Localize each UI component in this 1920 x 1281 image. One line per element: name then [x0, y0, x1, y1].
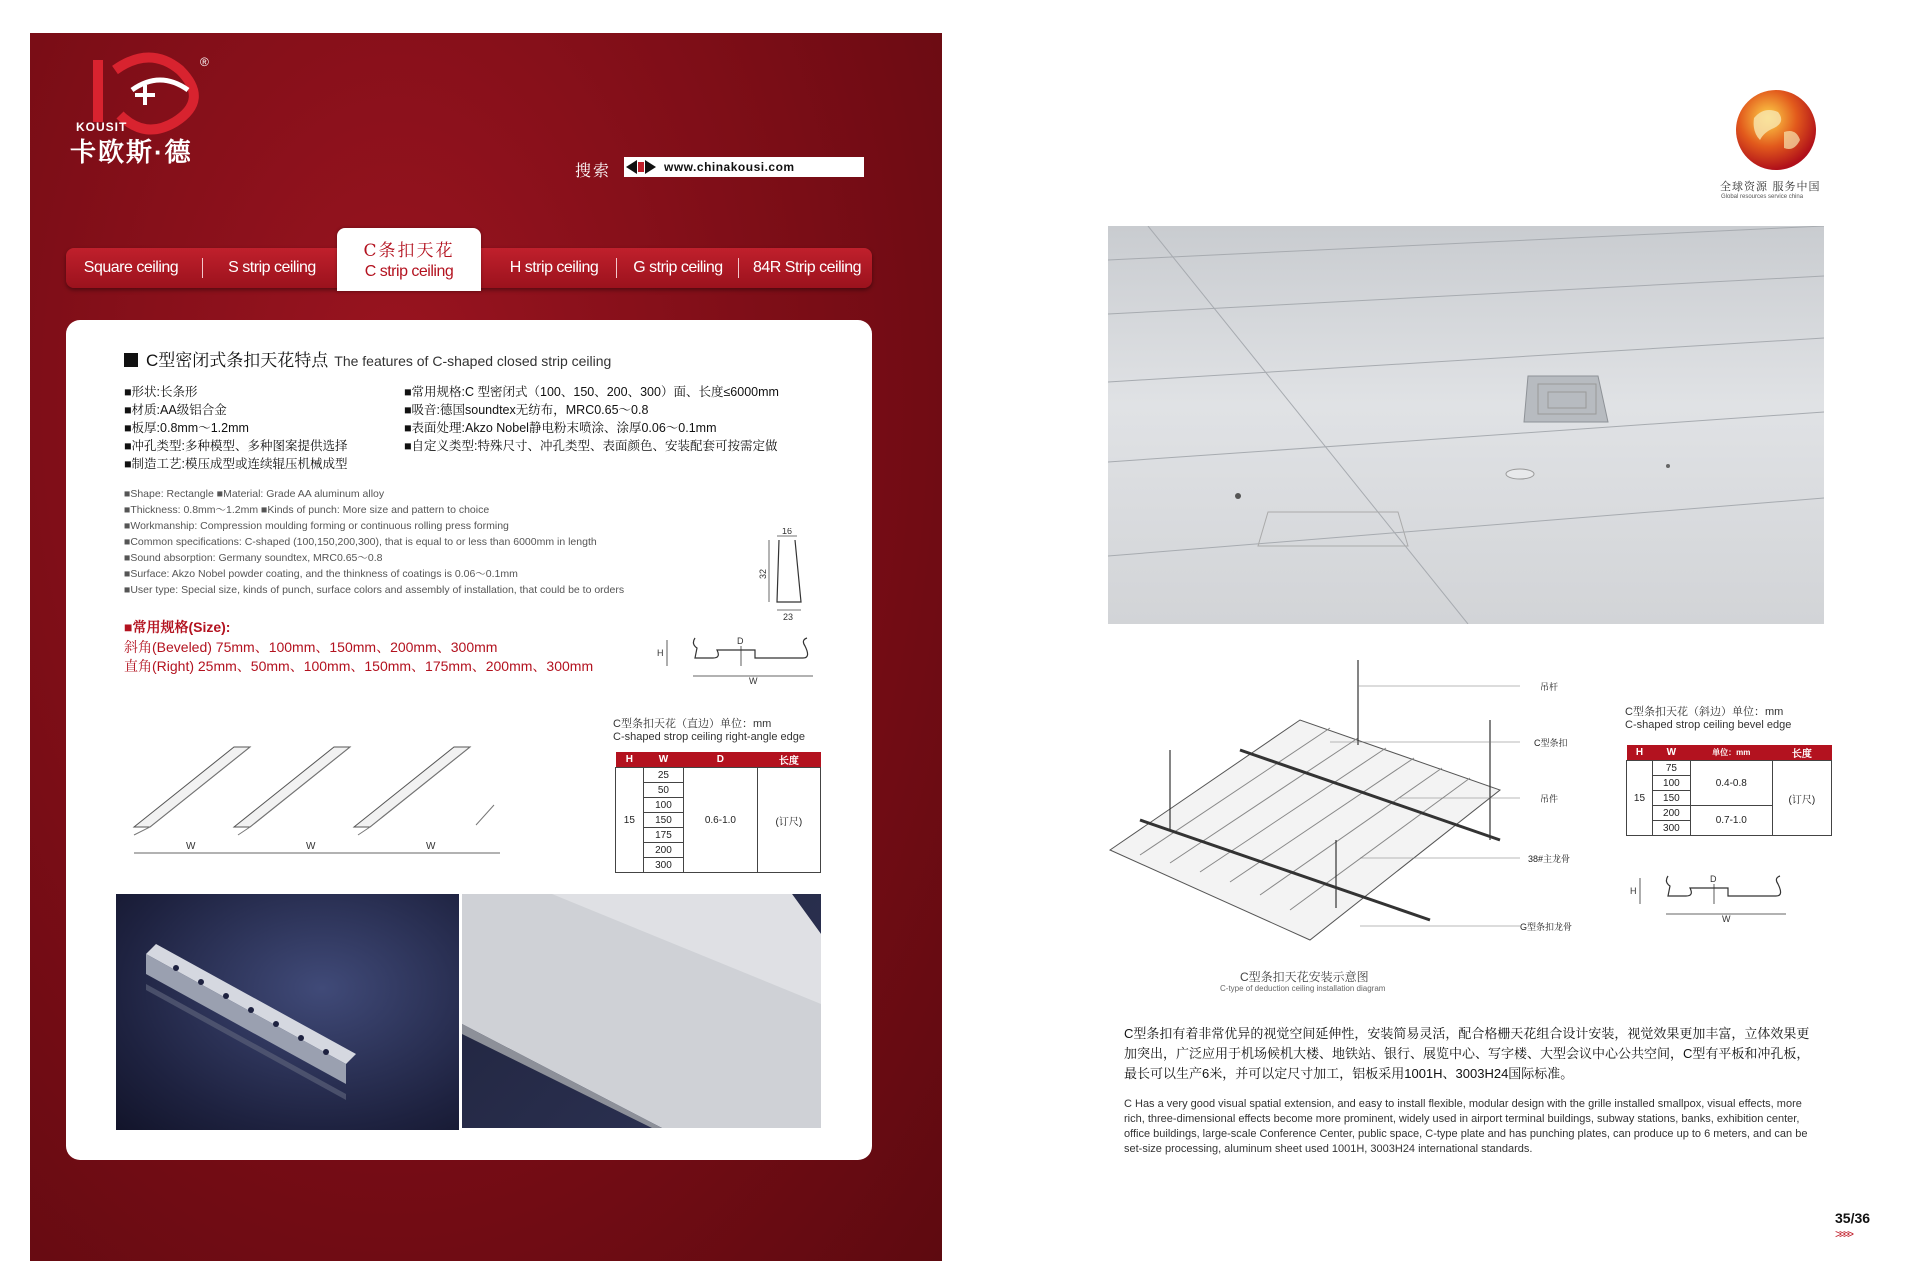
bevel-spec-table [1626, 745, 1832, 836]
page-number: 35/36 [1835, 1210, 1871, 1226]
section-label-h: H [1630, 886, 1637, 896]
strip-w-label: W [426, 841, 436, 852]
profile-dimension-drawing [755, 528, 825, 620]
features-title [124, 346, 611, 371]
tab-divider [738, 258, 739, 278]
installed-ceiling-image [1108, 226, 1824, 624]
bevel-table-caption-en: C-shaped strop ceiling bevel edge [1625, 719, 1792, 731]
arrows-icon [624, 157, 658, 177]
description-cn: C型条扣有着非常优异的视觉空间延伸性，安装简易灵活，配合格栅天花组合设计安装，视觉效果更加丰富，立体效果更加突出，广泛应用于机场候机大楼、地铁站、银行、展览中心、写字楼、大型会议中心公共空间，C型有平板和冲孔板，最长可以生产6米，并可以定尺寸加工，铝板采用1001H、3003H24国际标准。 [1124, 1026, 1810, 1081]
brand-latin-name: KOUSIT [76, 120, 128, 134]
list-item: ■制造工艺:模压成型或连续辊压机械成型 [124, 457, 348, 471]
table-header: 单位：mm [1690, 745, 1772, 761]
tab-84r-strip-ceiling[interactable]: 84R Strip ceiling [753, 259, 861, 276]
table-cell-w: 175 [643, 828, 683, 843]
list-item: ■形状:长条形 [124, 385, 198, 399]
ceiling-strip-photo [462, 894, 821, 1128]
list-item: ■自定义类型:特殊尺寸、冲孔类型、表面颜色、安装配套可按需定做 [404, 439, 778, 453]
list-item: ■Sound absorption: Germany soundtex, MRC0.65～0.8 [124, 552, 383, 564]
list-item: ■User type: Special size, kinds of punch, surface colors and assembly of installation, that could be to orders [124, 584, 625, 596]
table-header: W [1652, 745, 1690, 761]
tab-g-strip-ceiling[interactable]: G strip ceiling [633, 259, 723, 276]
section-label-d: D [737, 636, 744, 646]
diagram-label-hanger: 吊件 [1540, 794, 1559, 804]
search-label: 搜索 [575, 161, 612, 180]
list-item: ■Common specifications: C-shaped (100,150,200,300), that is equal to or less than 6000mm in length [124, 536, 597, 548]
right-angle-spec-table [615, 752, 821, 873]
tab-s-strip-ceiling[interactable]: S strip ceiling [228, 259, 316, 276]
table-cell-d: 0.6-1.0 [684, 768, 758, 873]
keel-bracket-photo [116, 894, 459, 1130]
table-cell-w: 150 [1652, 791, 1690, 806]
table-cell-w: 75 [1652, 761, 1690, 776]
tab-active-cn-label: C条扣天花 [363, 241, 455, 261]
table-cell-w: 100 [643, 798, 683, 813]
square-bullet-icon [124, 353, 138, 367]
table-cell-d: 0.7-1.0 [1690, 806, 1772, 836]
size-beveled: 斜角(Beveled) 75mm、100mm、150mm、200mm、300mm [124, 638, 498, 655]
table-cell-w: 300 [1652, 821, 1690, 836]
profile-dim-top: 16 [782, 528, 793, 536]
features-en-list [124, 486, 624, 598]
diagram-label-main-keel: 38#主龙骨 [1528, 854, 1571, 864]
tab-divider [616, 258, 617, 278]
right-angle-table-caption-cn: C型条扣天花（直边）单位：mm [613, 718, 772, 730]
diagram-caption-en: C-type of deduction ceiling installation diagram [1220, 984, 1386, 993]
diagram-caption-cn: C型条扣天花安装示意图 [1240, 970, 1369, 984]
table-cell-h: 15 [1627, 761, 1653, 836]
section-label-d: D [1710, 874, 1717, 884]
website-search-box[interactable] [624, 157, 864, 177]
tab-divider [202, 258, 203, 278]
page-arrows-icon: >>>> [1835, 1227, 1852, 1241]
table-cell-w: 25 [643, 768, 683, 783]
installation-diagram [1100, 650, 1520, 960]
table-cell-w: 150 [643, 813, 683, 828]
section-label-w: W [1722, 914, 1731, 924]
table-cell-w: 200 [643, 843, 683, 858]
tab-h-strip-ceiling[interactable]: H strip ceiling [509, 259, 599, 276]
list-item: ■Surface: Akzo Nobel powder coating, and the thinkness of coatings is 0.06～0.1mm [124, 568, 518, 580]
keel-bracket-image [116, 894, 459, 1130]
table-cell-w: 50 [643, 783, 683, 798]
list-item: ■Workmanship: Compression moulding forming or continuous rolling press forming [124, 520, 509, 532]
table-cell-length: (订尺) [757, 768, 820, 873]
section-label-w: W [749, 676, 758, 686]
list-item: ■材质:AA级铝合金 [124, 403, 227, 417]
strip-section-drawing [655, 630, 825, 686]
table-cell-w: 100 [1652, 776, 1690, 791]
globe-icon [1734, 88, 1818, 172]
diagram-label-g-keel: G型条扣龙骨 [1520, 922, 1573, 932]
tab-square-ceiling[interactable]: Square ceiling [83, 259, 179, 276]
table-cell-w: 300 [643, 858, 683, 873]
size-title: ■常用规格(Size): [124, 619, 231, 635]
list-item: ■Thickness: 0.8mm～1.2mm ■Kinds of punch: More size and pattern to choice [124, 504, 490, 516]
right-angle-table-caption-en: C-shaped strop ceiling right-angle edge [613, 731, 806, 743]
features-title-en: The features of C-shaped closed strip ceiling [334, 353, 612, 369]
diagram-label-hanger-rod: 吊杆 [1540, 682, 1559, 692]
list-item: ■冲孔类型:多种模型、多种图案提供选择 [124, 439, 348, 453]
strip-w-label: W [186, 841, 196, 852]
table-cell-length: (订尺) [1772, 761, 1831, 836]
features-title-cn: C型密闭式条扣天花特点 [146, 351, 329, 370]
strip-w-label: W [306, 841, 316, 852]
tab-c-strip-ceiling-active[interactable] [337, 228, 481, 291]
diagram-label-c-strip: C型条扣 [1534, 738, 1568, 748]
strip-perspective-drawing [126, 735, 516, 865]
table-header: 长度 [1772, 745, 1831, 761]
table-cell-d: 0.4-0.8 [1690, 761, 1772, 806]
website-url[interactable]: www.chinakousi.com [664, 160, 795, 174]
slogan-en: Global resources service china [1721, 194, 1804, 200]
tab-active-en-label: C strip ceiling [364, 263, 454, 280]
slogan-cn: 全球资源 服务中国 [1720, 180, 1821, 193]
list-item: ■Shape: Rectangle ■Material: Grade AA aluminum alloy [124, 488, 385, 500]
size-right: 直角(Right) 25mm、50mm、100mm、150mm、175mm、200mm、300mm [124, 658, 594, 674]
list-item: ■吸音:德国soundtex无纺布，MRC0.65～0.8 [404, 403, 649, 417]
table-cell-h: 15 [616, 768, 644, 873]
section-label-h: H [657, 648, 664, 658]
list-item: ■板厚:0.8mm～1.2mm [124, 421, 249, 435]
table-header: D [684, 752, 758, 768]
table-header: H [616, 752, 644, 768]
list-item: ■常用规格:C 型密闭式（100、150、200、300）面、长度≤6000mm [404, 385, 779, 399]
description-en: C Has a very good visual spatial extension, and easy to install flexible, modular design with the grille installed smallpox, visual effects, more rich, three-dimensional effects become more prominent, widely used in airport terminal buildings, subway stations, banks, exhibition center, office buildings, large-scale Conference Center, public space, C-type plate and has punching plates, can produce up to 6 meters, and can be set-size processing, aluminum sheet used 1001H, 3003H24 international standards. [1124, 1098, 1808, 1155]
features-cn-left-list [124, 383, 348, 473]
bevel-table-caption-cn: C型条扣天花（斜边）单位：mm [1625, 706, 1784, 718]
table-header: 长度 [757, 752, 820, 768]
registered-mark: ® [200, 55, 209, 69]
strip-section-drawing [1628, 868, 1808, 924]
brand-chinese-name: 卡欧斯·德 [70, 137, 193, 167]
ceiling-strip-image [462, 894, 821, 1128]
profile-dim-side: 32 [758, 568, 768, 579]
table-header: W [643, 752, 683, 768]
features-cn-right-list [404, 383, 779, 455]
table-header: H [1627, 745, 1653, 761]
size-block [124, 618, 593, 677]
profile-dim-bottom: 23 [783, 612, 794, 620]
table-cell-w: 200 [1652, 806, 1690, 821]
list-item: ■表面处理:Akzo Nobel静电粉末喷涂、涂厚0.06～0.1mm [404, 421, 717, 435]
installed-ceiling-photo [1108, 226, 1824, 624]
